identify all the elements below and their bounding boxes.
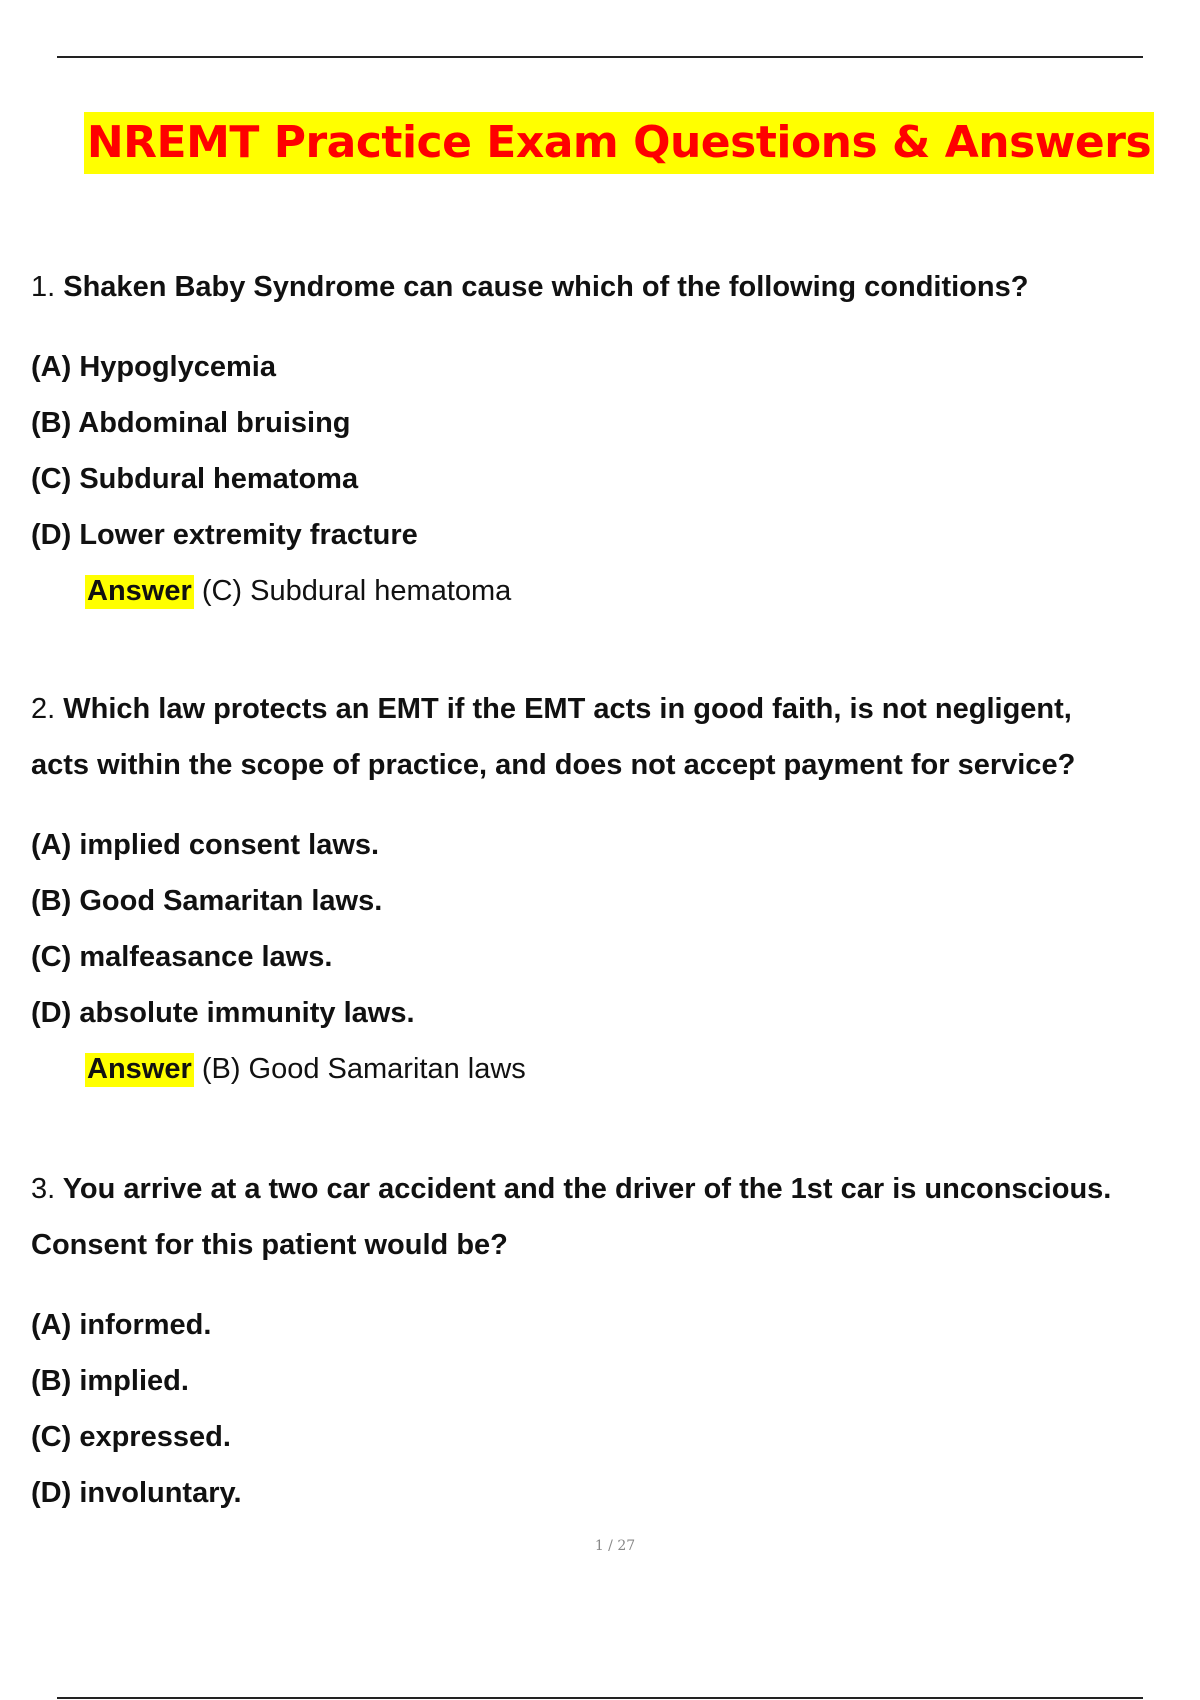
question-2-text: Which law protects an EMT if the EMT acts in good faith, is not negligent, xyxy=(63,693,1072,725)
question-2-answer xyxy=(85,1041,1191,1097)
question-2-number: 2. xyxy=(31,693,56,725)
option-c: (C) malfeasance laws. xyxy=(31,941,333,973)
question-2-line-2: acts within the scope of practice, and does not accept payment for service? xyxy=(31,749,1076,781)
option-d: (D) Lower extremity fracture xyxy=(31,519,418,551)
question-3 xyxy=(31,1161,1191,1521)
question-3-line-1 xyxy=(31,1161,1191,1217)
option-d: (D) involuntary. xyxy=(31,1477,242,1509)
question-2 xyxy=(31,681,1191,1097)
option-a: (A) informed. xyxy=(31,1309,212,1341)
question-1-number: 1. xyxy=(31,271,56,303)
answer-label: Answer xyxy=(87,575,192,607)
option-b: (B) Good Samaritan laws. xyxy=(31,885,383,917)
page-title: NREMT Practice Exam Questions & Answers xyxy=(86,117,1152,168)
bottom-rule xyxy=(57,1697,1143,1699)
question-1-text: Shaken Baby Syndrome can cause which of the following conditions? xyxy=(63,271,1029,303)
answer-label: Answer xyxy=(87,1053,192,1085)
option-b: (B) Abdominal bruising xyxy=(31,407,351,439)
top-rule xyxy=(57,56,1143,58)
option-c: (C) expressed. xyxy=(31,1421,231,1453)
page-number: 1 / 27 xyxy=(594,1538,636,1554)
option-b: (B) implied. xyxy=(31,1365,189,1397)
question-1-answer xyxy=(85,563,1191,619)
answer-text: (C) Subdural hematoma xyxy=(201,575,512,607)
question-3-number: 3. xyxy=(31,1173,56,1205)
option-a: (A) Hypoglycemia xyxy=(31,351,276,383)
question-2-line-1 xyxy=(31,681,1191,737)
question-1 xyxy=(31,259,1191,619)
question-1-line-1 xyxy=(31,259,1191,315)
option-a: (A) implied consent laws. xyxy=(31,829,380,861)
option-c: (C) Subdural hematoma xyxy=(31,463,359,495)
option-d: (D) absolute immunity laws. xyxy=(31,997,415,1029)
question-1-options xyxy=(31,339,1191,619)
question-3-options xyxy=(31,1297,1191,1521)
answer-text: (B) Good Samaritan laws xyxy=(201,1053,526,1085)
title-highlight xyxy=(84,112,1154,174)
question-2-options xyxy=(31,817,1191,1097)
question-3-line-2: Consent for this patient would be? xyxy=(31,1229,508,1261)
question-3-text: You arrive at a two car accident and the driver of the 1st car is unconscious. xyxy=(62,1173,1112,1205)
